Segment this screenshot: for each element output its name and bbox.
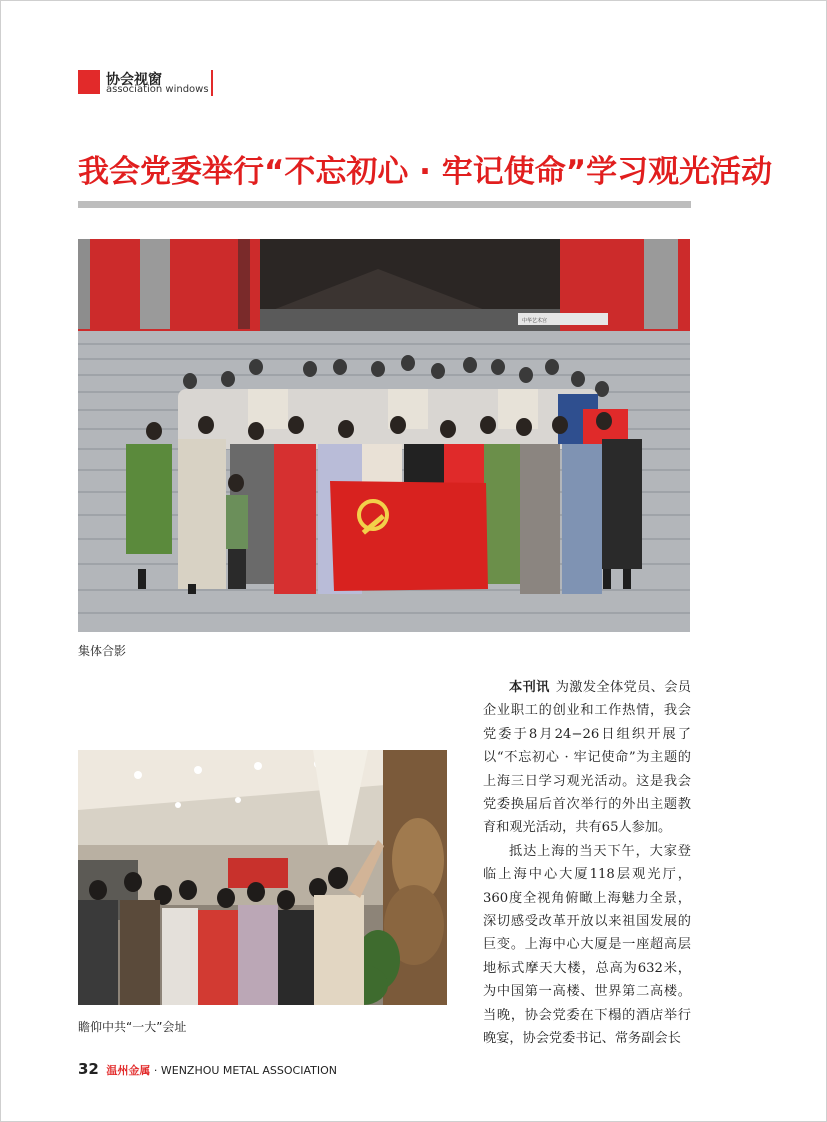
article-paragraph-1 (483, 676, 691, 840)
section-title-en: association windows (106, 84, 209, 95)
section-divider (211, 70, 213, 96)
page-number: 32 (78, 1060, 99, 1078)
party-flag-shape (330, 481, 488, 591)
article-title: 我会党委举行“不忘初心 · 牢记使命”学习观光活动 (78, 154, 773, 190)
magazine-name-zh: 温州金属 (106, 1064, 151, 1077)
magazine-name-en: · WENZHOU METAL ASSOCIATION (153, 1064, 337, 1077)
section-title-zh: 协会视窗 (106, 72, 162, 88)
article-lead: 本刊讯 (509, 680, 550, 695)
paragraph-1-text: 为激发全体党员、会员企业职工的创业和工作热情，我会党委于8月24−26日组织开展了以“不忘初心 · 牢记使命”为主题的上海三日学习观光活动。这是我会党委换届后首次举行的外出主题教育和观光活动，共有65人参加。 (483, 680, 691, 836)
group-photo-caption: 集体合影 (78, 644, 127, 658)
memorial-visit-caption: 瞻仰中共“一大”会址 (78, 1020, 187, 1034)
page-footer (78, 1060, 337, 1078)
memorial-visit-photo (78, 750, 447, 1005)
paragraph-2-text: 抵达上海的当天下午，大家登临上海中心大厦118层观光厅，360度全视角俯瞰上海魅力全景，深切感受改革开放以来祖国发展的巨变。上海中心大厦是一座超高层地标式摩天大楼，总高为632米，为中国第一高楼、世界第二高楼。当晚，协会党委在下榻的酒店举行晚宴，协会党委书记、常务副会长 (483, 843, 691, 1047)
museum-sign-text: 中华艺术宫 (522, 318, 548, 324)
article-paragraph-2 (483, 840, 691, 1051)
title-rule (78, 201, 691, 208)
group-photo (78, 239, 690, 632)
article-body (483, 676, 691, 1051)
section-red-block (78, 70, 100, 94)
